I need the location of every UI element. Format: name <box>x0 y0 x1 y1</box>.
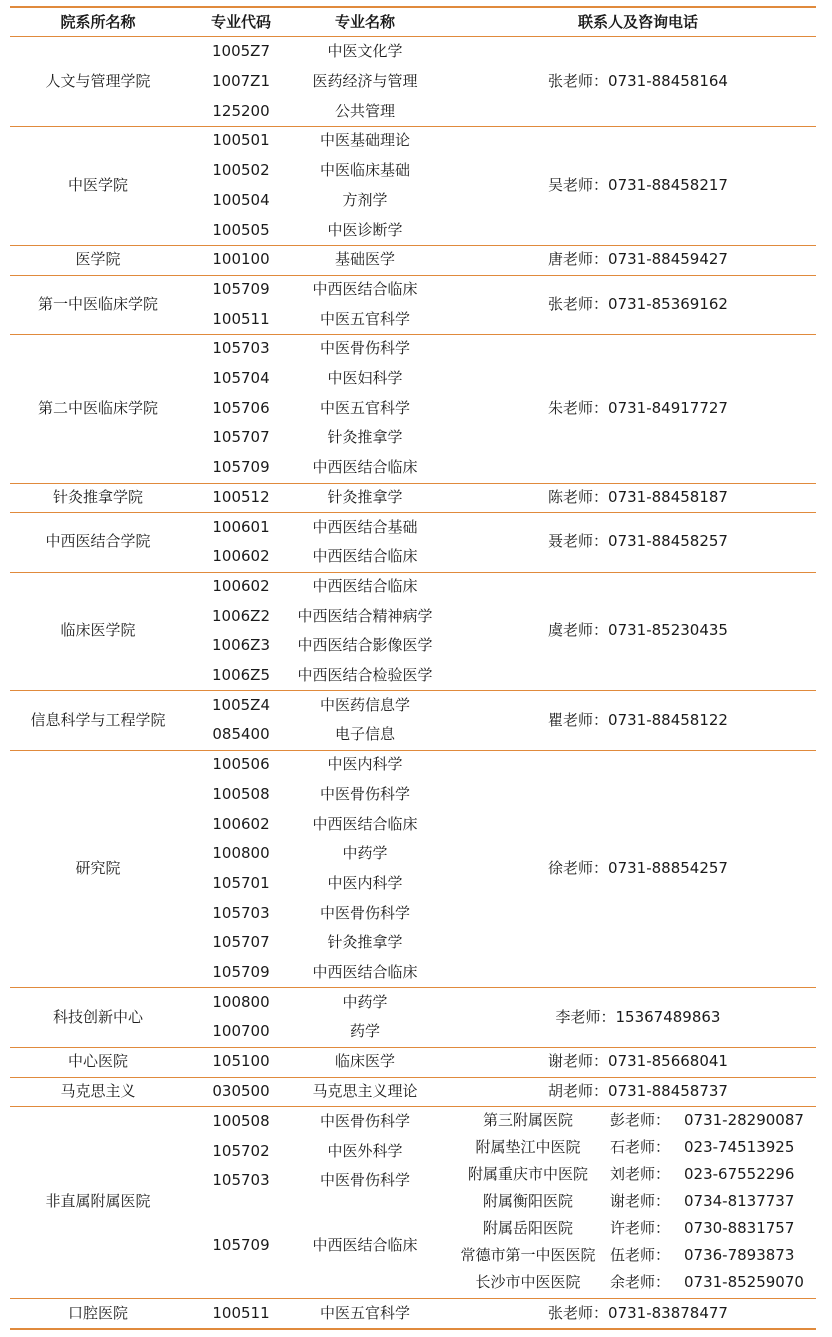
major-name: 马克思主义理论 <box>312 1081 418 1100</box>
major-name: 中西医结合影像医学 <box>297 636 433 655</box>
department-name: 第一中医临床学院 <box>37 294 158 313</box>
major-name: 医药经济与管理 <box>312 72 418 91</box>
affiliated-hospital-name: 附属岳阳医院 <box>482 1219 573 1238</box>
major-code: 105703 <box>212 1171 270 1190</box>
major-code: 105704 <box>212 369 270 388</box>
contact-teacher: 刘老师： <box>610 1165 671 1184</box>
department-name: 中心医院 <box>67 1052 128 1071</box>
department-name: 临床医学院 <box>60 621 136 640</box>
major-name: 针灸推拿学 <box>327 428 403 447</box>
major-name: 中西医结合基础 <box>312 517 418 536</box>
major-code: 030500 <box>212 1081 270 1100</box>
contact-phone: 瞿老师：0731-88458122 <box>548 710 728 729</box>
contact-phone: 023-67552296 <box>684 1165 795 1184</box>
major-name: 中医诊断学 <box>327 220 403 239</box>
major-name: 药学 <box>349 1022 380 1041</box>
major-name: 中医骨伤科学 <box>319 1112 410 1131</box>
major-code: 1007Z1 <box>212 72 270 91</box>
major-code: 100508 <box>212 1112 270 1131</box>
contact-phone: 朱老师：0731-84917727 <box>548 398 728 417</box>
major-name: 中医外科学 <box>327 1141 403 1160</box>
contact-phone: 张老师：0731-85369162 <box>548 294 728 313</box>
major-name: 中西医结合临床 <box>312 458 418 477</box>
department-name: 针灸推拿学院 <box>52 487 143 506</box>
contact-phone: 陈老师：0731-88458187 <box>548 487 728 506</box>
contact-phone: 0731-28290087 <box>684 1111 804 1130</box>
major-name: 中医内科学 <box>327 755 403 774</box>
affiliated-hospital-name: 长沙市中医医院 <box>475 1273 581 1292</box>
contact-teacher: 许老师： <box>610 1219 671 1238</box>
contact-phone: 胡老师：0731-88458737 <box>548 1081 728 1100</box>
major-code: 105709 <box>212 458 270 477</box>
major-name: 中医内科学 <box>327 873 403 892</box>
contact-phone: 0730-8831757 <box>684 1219 795 1238</box>
major-code: 100502 <box>212 161 270 180</box>
major-code: 105707 <box>212 933 270 952</box>
contact-phone: 吴老师：0731-88458217 <box>548 175 728 194</box>
major-code: 100511 <box>212 1303 270 1322</box>
major-name: 中西医结合临床 <box>312 963 418 982</box>
major-code: 105703 <box>212 339 270 358</box>
major-code: 105709 <box>212 279 270 298</box>
major-name: 电子信息 <box>334 725 395 744</box>
major-name: 中医五官科学 <box>319 398 410 417</box>
major-name: 中医五官科学 <box>319 309 410 328</box>
department-name: 非直属附属医院 <box>45 1192 151 1211</box>
major-code: 100800 <box>212 844 270 863</box>
contact-teacher: 彭老师： <box>610 1111 671 1130</box>
department-name: 科技创新中心 <box>52 1007 143 1026</box>
major-name: 中医骨伤科学 <box>319 339 410 358</box>
major-code: 100512 <box>212 487 270 506</box>
major-code: 105100 <box>212 1052 270 1071</box>
department-name: 中医学院 <box>67 175 128 194</box>
department-name: 中西医结合学院 <box>45 532 151 551</box>
major-name: 基础医学 <box>334 250 395 269</box>
contact-phone: 0736-7893873 <box>684 1246 795 1265</box>
major-code: 105709 <box>212 1236 270 1255</box>
contact-phone: 张老师：0731-83878477 <box>548 1303 728 1322</box>
major-name: 中医文化学 <box>327 42 403 61</box>
major-code: 100501 <box>212 131 270 150</box>
major-code: 105709 <box>212 963 270 982</box>
major-name: 中医骨伤科学 <box>319 784 410 803</box>
contact-phone: 聂老师：0731-88458257 <box>548 532 728 551</box>
major-code: 100601 <box>212 517 270 536</box>
department-name: 第二中医临床学院 <box>37 398 158 417</box>
major-name: 中医药信息学 <box>319 695 410 714</box>
major-name: 方剂学 <box>342 190 388 209</box>
major-name: 中医骨伤科学 <box>319 903 410 922</box>
major-code: 1005Z7 <box>212 42 270 61</box>
contact-teacher: 伍老师： <box>610 1246 671 1265</box>
major-code: 105707 <box>212 428 270 447</box>
major-code: 100700 <box>212 1022 270 1041</box>
major-code: 105703 <box>212 903 270 922</box>
contact-teacher: 余老师： <box>610 1273 671 1292</box>
major-code: 100511 <box>212 309 270 328</box>
major-name: 中西医结合检验医学 <box>297 666 433 685</box>
major-name: 中西医结合精神病学 <box>297 606 433 625</box>
major-name: 中医临床基础 <box>319 161 410 180</box>
major-name: 中西医结合临床 <box>312 814 418 833</box>
major-code: 105706 <box>212 398 270 417</box>
header-contact: 联系人及咨询电话 <box>577 13 698 31</box>
contact-phone: 李老师：15367489863 <box>555 1007 721 1026</box>
contact-phone: 谢老师：0731-85668041 <box>548 1052 728 1071</box>
department-name: 马克思主义 <box>60 1081 136 1100</box>
major-name: 针灸推拿学 <box>327 933 403 952</box>
major-name: 中西医结合临床 <box>312 576 418 595</box>
contact-teacher: 石老师： <box>610 1138 671 1157</box>
affiliated-hospital-name: 附属重庆市中医院 <box>467 1165 588 1184</box>
major-name: 中西医结合临床 <box>312 279 418 298</box>
major-code: 105702 <box>212 1141 270 1160</box>
major-code: 100602 <box>212 547 270 566</box>
major-name: 中医妇科学 <box>327 369 403 388</box>
major-code: 100506 <box>212 755 270 774</box>
contact-phone: 虞老师：0731-85230435 <box>548 621 728 640</box>
major-name: 中药学 <box>342 992 388 1011</box>
header-department: 院系所名称 <box>60 13 136 31</box>
department-name: 医学院 <box>75 250 121 269</box>
major-code: 100505 <box>212 220 270 239</box>
department-name: 人文与管理学院 <box>45 72 151 91</box>
major-code: 125200 <box>212 101 270 120</box>
affiliated-hospital-name: 附属衡阳医院 <box>482 1192 573 1211</box>
major-name: 中医骨伤科学 <box>319 1171 410 1190</box>
major-code: 1006Z5 <box>212 666 270 685</box>
header-code: 专业代码 <box>210 13 271 31</box>
major-code: 100602 <box>212 814 270 833</box>
affiliated-hospital-name: 附属垫江中医院 <box>475 1138 581 1157</box>
contact-phone: 唐老师：0731-88459427 <box>548 250 728 269</box>
contact-teacher: 谢老师： <box>610 1192 671 1211</box>
department-name: 研究院 <box>75 859 121 878</box>
major-code: 085400 <box>212 725 270 744</box>
major-code: 105701 <box>212 873 270 892</box>
major-name: 中西医结合临床 <box>312 1236 418 1255</box>
contact-phone: 0731-85259070 <box>684 1273 804 1292</box>
contact-phone: 0734-8137737 <box>684 1192 795 1211</box>
major-name: 中西医结合临床 <box>312 547 418 566</box>
row-divider <box>10 1328 816 1330</box>
department-name: 口腔医院 <box>67 1303 128 1322</box>
department-name: 信息科学与工程学院 <box>30 710 166 729</box>
major-code: 1006Z2 <box>212 606 270 625</box>
affiliated-hospital-name: 常德市第一中医医院 <box>460 1246 596 1265</box>
major-name: 中医基础理论 <box>319 131 410 150</box>
contact-phone: 徐老师：0731-88854257 <box>548 859 728 878</box>
major-code: 100508 <box>212 784 270 803</box>
major-code: 1006Z3 <box>212 636 270 655</box>
major-name: 中药学 <box>342 844 388 863</box>
contact-phone: 023-74513925 <box>684 1138 795 1157</box>
major-code: 100100 <box>212 250 270 269</box>
header-major: 专业名称 <box>334 13 395 31</box>
major-code: 100800 <box>212 992 270 1011</box>
major-name: 针灸推拿学 <box>327 487 403 506</box>
major-name: 临床医学 <box>334 1052 395 1071</box>
major-name: 中医五官科学 <box>319 1303 410 1322</box>
major-code: 100602 <box>212 576 270 595</box>
major-code: 100504 <box>212 190 270 209</box>
affiliated-hospital-name: 第三附属医院 <box>482 1111 573 1130</box>
major-code: 1005Z4 <box>212 695 270 714</box>
contact-phone: 张老师：0731-88458164 <box>548 72 728 91</box>
major-name: 公共管理 <box>334 101 395 120</box>
